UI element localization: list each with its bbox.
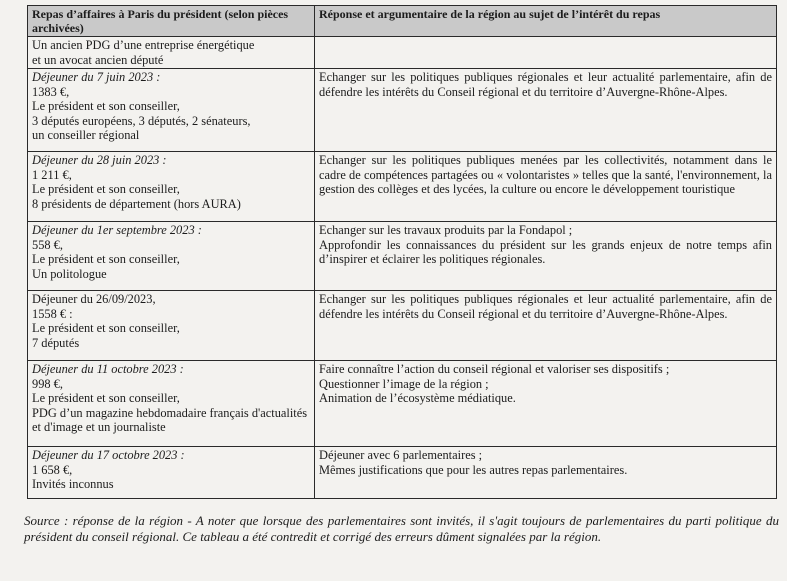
meal-line: et un avocat ancien député xyxy=(32,52,164,67)
header-response: Réponse et argumentaire de la région au sujet de l’intérêt du repas xyxy=(315,6,777,37)
response-text: Echanger sur les travaux produits par la Fondapol ; xyxy=(319,223,573,237)
table-row xyxy=(28,291,777,361)
meal-cost: 1558 € : xyxy=(32,306,73,321)
meal-date: Déjeuner du 1er septembre 2023 : xyxy=(32,223,202,237)
table-row xyxy=(28,222,777,291)
meal-date: Déjeuner du 7 juin 2023 : xyxy=(32,70,161,84)
response-text: Echanger sur les politiques publiques régionales et leur actualité parlementaire, afin de défendre les intérêts du Conseil régional et du territoire d’Auvergne-Rhône-Alpes. xyxy=(319,70,772,99)
response-cell xyxy=(315,447,777,499)
meal-line: Un ancien PDG d’une entreprise énergétique xyxy=(32,38,255,52)
meal-cell xyxy=(28,222,315,291)
response-text: Questionner l’image de la région ; xyxy=(319,376,489,391)
meal-cost: 1 658 €, xyxy=(32,462,73,477)
meal-line: Le président et son conseiller, xyxy=(32,252,180,266)
response-text: Echanger sur les politiques publiques régionales et leur actualité parlementaire, afin de défendre les intérêts du Conseil régional et du territoire d’Auvergne-Rhône-Alpes. xyxy=(319,292,772,321)
table-row xyxy=(28,361,777,447)
meal-line: Le président et son conseiller, xyxy=(32,182,180,196)
meal-line: Le président et son conseiller, xyxy=(32,391,180,405)
meal-cost: 998 €, xyxy=(32,376,63,391)
table-row xyxy=(28,152,777,222)
meal-date: Déjeuner du 11 octobre 2023 : xyxy=(32,362,184,376)
response-cell xyxy=(315,37,777,69)
meal-guests: Invités inconnus xyxy=(32,477,114,491)
business-meals-table xyxy=(27,5,777,499)
response-cell xyxy=(315,152,777,222)
response-text: Faire connaître l’action du conseil régional et valoriser ses dispositifs ; xyxy=(319,362,670,376)
meal-cell xyxy=(28,361,315,447)
table-row xyxy=(28,447,777,499)
response-cell xyxy=(315,291,777,361)
response-text: Déjeuner avec 6 parlementaires ; xyxy=(319,448,483,462)
meal-cell xyxy=(28,69,315,152)
meal-guests: 7 députés xyxy=(32,335,80,350)
meal-date: Déjeuner du 28 juin 2023 : xyxy=(32,153,167,167)
meal-cell xyxy=(28,447,315,499)
meal-guests: 3 députés européens, 3 députés, 2 sénateurs, xyxy=(32,113,251,128)
meal-line: Le président et son conseiller, xyxy=(32,99,180,113)
meal-cell xyxy=(28,291,315,361)
meal-cost: 1 211 €, xyxy=(32,167,72,182)
table-row xyxy=(28,37,777,69)
meal-cost: 558 €, xyxy=(32,237,63,252)
meal-date: Déjeuner du 17 octobre 2023 : xyxy=(32,448,185,462)
meal-cell xyxy=(28,37,315,69)
meal-guests: Un politologue xyxy=(32,266,107,281)
response-text: Animation de l’écosystème médiatique. xyxy=(319,391,516,405)
response-text: Echanger sur les politiques publiques menées par les collectivités, notamment dans le cadre de compétences partagées ou « volontaristes » telles que la santé, l'environnement, la gestion des collèges et des lycées, la culture ou encore le développement touristique xyxy=(319,153,772,196)
meal-cell xyxy=(28,152,315,222)
meal-guests: un conseiller régional xyxy=(32,128,140,142)
source-note: Source : réponse de la région - A noter que lorsque des parlementaires sont invités, il s'agit toujours de parlementaires du parti politique du président du conseil régional. Ce tableau a été contredit et corrigé des erreurs dûment signalées par la région. xyxy=(24,513,779,544)
meal-guests: 8 présidents de département (hors AURA) xyxy=(32,196,241,211)
meal-line: Le président et son conseiller, xyxy=(32,321,180,335)
response-text: Approfondir les connaissances du président sur les grands enjeux de notre temps afin d’inspirer et éclairer les politiques régionales. xyxy=(319,237,772,266)
response-cell xyxy=(315,222,777,291)
meal-date: Déjeuner du 26/09/2023, xyxy=(32,292,156,306)
response-text: Mêmes justifications que pour les autres repas parlementaires. xyxy=(319,462,628,477)
table-row xyxy=(28,69,777,152)
response-cell xyxy=(315,361,777,447)
header-meals: Repas d’affaires à Paris du président (selon pièces archivées) xyxy=(28,6,315,37)
meal-cost: 1383 €, xyxy=(32,84,70,99)
response-cell xyxy=(315,69,777,152)
meal-guests: PDG d’un magazine hebdomadaire français d'actualités et d'image et un journaliste xyxy=(32,405,308,434)
table-header-row xyxy=(28,6,777,37)
